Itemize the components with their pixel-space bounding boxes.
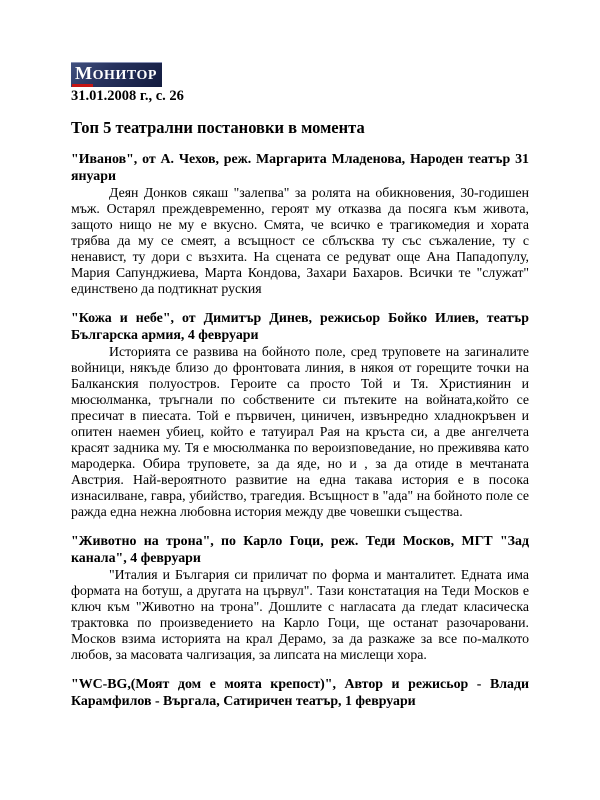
article-section	[71, 152, 529, 297]
article-section	[71, 677, 529, 710]
section-heading-ivanov: "Иванов", от А. Чехов, реж. Маргарита Младенова, Народен театър 31 януари	[71, 152, 529, 184]
masthead	[71, 62, 529, 105]
article-title: Топ 5 театрални постановки в момента	[71, 118, 365, 137]
section-body-kozha-i-nebe: Историята се развива на бойното поле, сред труповете на загиналите войници, някъде близо до фронтовата линия, в някоя от горещите точки на Балканския полуостров. Героите са просто Той и Тя. Християнин и мюсюлманка, тръгнали по собствените си пътеките на войната,който се пресичат в пиесата. Той е първичен, циничен, извънредно хладнокръвен и опитен наемен убиец, който е татуирал Рая на кръста си, а две ангелчета красят задника му. Тя е мюсюлманка по вероизповедание, но преживява като мародерка. Обира труповете, за да яде, но и , за да отиде в мечтаната Австрия. Най-вероятното развитие на една такава история е в посока изнасилване, гавра, убийство, трагедия. Всъщност в "ада" на бойното поле се ражда една нежна любовна история между две човешки същества.	[71, 344, 529, 519]
monitor-newspaper-logo	[71, 62, 162, 87]
logo-red-accent-bar	[72, 84, 93, 87]
article-section	[71, 534, 529, 663]
section-heading-zhivotno-na-trona: "Животно на трона", по Карло Гоци, реж. Теди Москов, МГТ "Зад канала", 4 февруари	[71, 534, 529, 566]
issue-date-page-number: 31.01.2008 г., с. 26	[71, 88, 184, 104]
section-body-ivanov: Деян Донков сякаш "залепва" за ролята на обикновения, 30-годишен мъж. Остарял преждевременно, героят му отказва да посяга към живота, защото нищо не му е вкусно. Смята, че всичко е трагикомедия и хората трябва да му се смеят, а всъщност се сблъсква ту със съжаление, ту с ненавист, ту дори с възхита. На сцената се редуват още Ана Пападопулу, Мария Сапунджиева, Марта Кондова, Захари Бахаров. Всички те "служат" единствено да подтикнат руския	[71, 185, 529, 296]
article-section	[71, 311, 529, 520]
section-heading-kozha-i-nebe: "Кожа и небе", от Димитър Динев, режисьор Бойко Илиев, театър Българска армия, 4 февруари	[71, 311, 529, 343]
section-body-zhivotno-na-trona: "Италия и България си приличат по форма и манталитет. Едната има формата на ботуш, а другата на цървул". Тази констатация на Теди Москов е ключ към "Животно на трона". Дошлите с нагласата да гледат класическа трактовка по произведението на Карло Гоци, ще останат разочаровани. Москов взима историята на крал Дерамо, за да разкаже за все по-малкото любов, за масовата чалгизация, за липсата на мислещи хора.	[71, 567, 529, 662]
section-heading-wc-bg: "WC-BG,(Моят дом е моята крепост)", Автор и режисьор - Влади Карамфилов - Въргала, Сатиричен театър, 1 февруари	[71, 677, 529, 709]
logo-text: МОНИТОР	[75, 63, 157, 83]
